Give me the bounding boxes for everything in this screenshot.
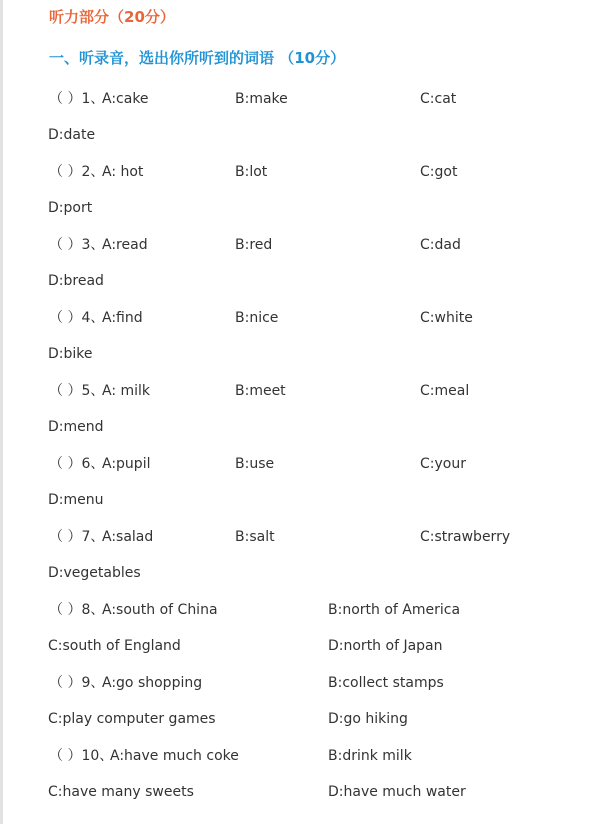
question-7-option-b: B:salt xyxy=(235,529,275,545)
question-10-option-a: A:have much coke xyxy=(110,748,239,764)
question-6-option-b: B:use xyxy=(235,456,275,472)
question-4-option-d: D:bike xyxy=(48,346,93,362)
question-9-option-b: B:collect stamps xyxy=(328,675,444,691)
question-9-prefix: （ ）9、 xyxy=(49,675,105,691)
question-3-prefix: （ ）3、 xyxy=(49,237,105,253)
question-4-option-a: A:find xyxy=(102,310,143,326)
question-3-option-a: A:read xyxy=(102,237,148,253)
question-6-option-c: C:your xyxy=(420,456,466,472)
question-7-prefix: （ ）7、 xyxy=(49,529,105,545)
question-10-option-c: C:have many sweets xyxy=(48,784,194,800)
question-4-option-c: C:white xyxy=(420,310,473,326)
question-8-option-c: C:south of England xyxy=(48,638,181,654)
question-2-option-c: C:got xyxy=(420,164,458,180)
question-9-option-a: A:go shopping xyxy=(102,675,203,691)
question-3-option-c: C:dad xyxy=(420,237,461,253)
question-4-option-b: B:nice xyxy=(235,310,279,326)
question-7-option-a: A:salad xyxy=(102,529,154,545)
question-1-prefix: （ ）1、 xyxy=(49,91,105,107)
question-1-option-a: A:cake xyxy=(102,91,149,107)
question-7-option-d: D:vegetables xyxy=(48,565,141,581)
question-8-option-d: D:north of Japan xyxy=(328,638,443,654)
subsection-title: 一、听录音，选出你所听到的词语 （10分） xyxy=(49,49,346,67)
question-2-option-d: D:port xyxy=(48,200,93,216)
question-9-option-c: C:play computer games xyxy=(48,711,216,727)
question-9-option-d: D:go hiking xyxy=(328,711,408,727)
question-2-prefix: （ ）2、 xyxy=(49,164,105,180)
question-5-option-b: B:meet xyxy=(235,383,286,399)
question-6-option-d: D:menu xyxy=(48,492,104,508)
question-8-prefix: （ ）8、 xyxy=(49,602,105,618)
question-5-option-d: D:mend xyxy=(48,419,104,435)
question-10-option-d: D:have much water xyxy=(328,784,466,800)
question-1-option-c: C:cat xyxy=(420,91,457,107)
question-4-prefix: （ ）4、 xyxy=(49,310,105,326)
question-1-option-b: B:make xyxy=(235,91,288,107)
question-3-option-d: D:bread xyxy=(48,273,104,289)
question-5-prefix: （ ）5、 xyxy=(49,383,105,399)
question-1-option-d: D:date xyxy=(48,127,96,143)
question-5-option-a: A: milk xyxy=(102,383,151,399)
question-8-option-b: B:north of America xyxy=(328,602,461,618)
question-6-option-a: A:pupil xyxy=(102,456,151,472)
left-border xyxy=(0,0,3,824)
section-title: 听力部分（20分） xyxy=(49,8,175,26)
question-3-option-b: B:red xyxy=(235,237,273,253)
question-6-prefix: （ ）6、 xyxy=(49,456,105,472)
question-10-prefix: （ ）10、 xyxy=(49,748,114,764)
question-2-option-b: B:lot xyxy=(235,164,268,180)
question-2-option-a: A: hot xyxy=(102,164,144,180)
question-5-option-c: C:meal xyxy=(420,383,470,399)
question-8-option-a: A:south of China xyxy=(102,602,218,618)
question-7-option-c: C:strawberry xyxy=(420,529,511,545)
question-10-option-b: B:drink milk xyxy=(328,748,412,764)
